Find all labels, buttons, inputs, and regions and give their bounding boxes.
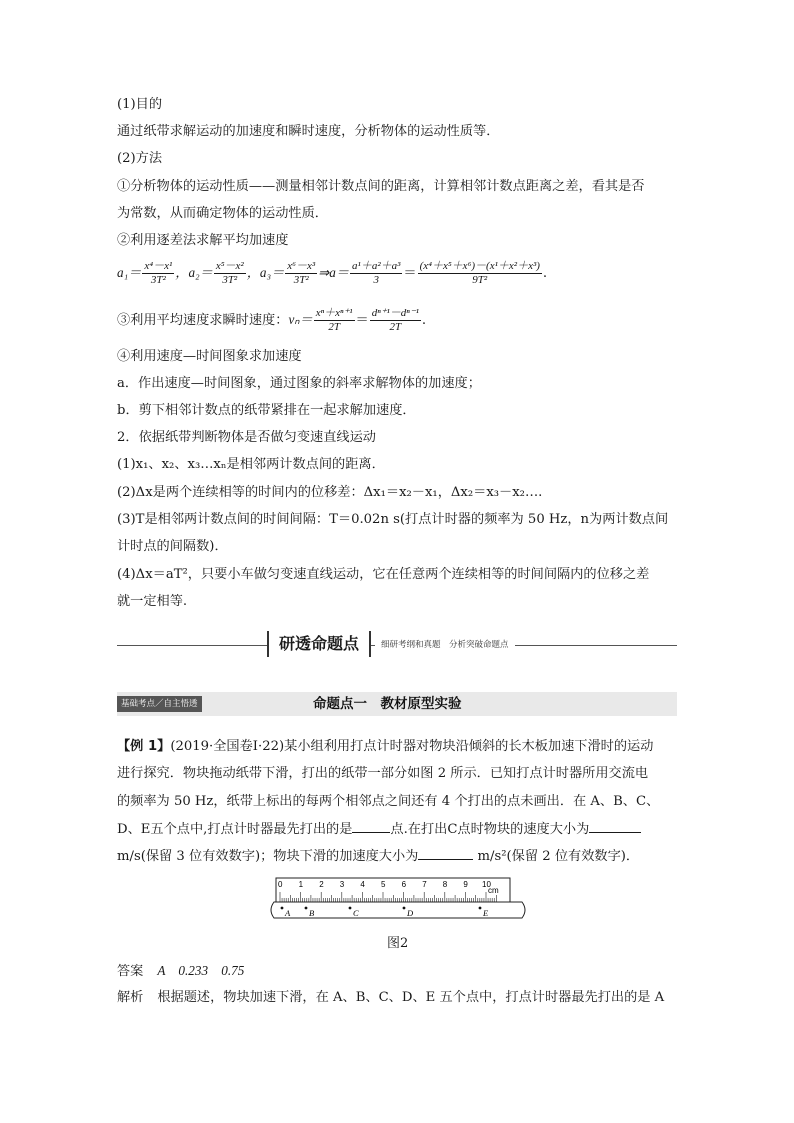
tape-figure bbox=[270, 876, 530, 926]
tape-point-dot bbox=[479, 907, 482, 910]
ruler-tick-label: 6 bbox=[401, 880, 407, 889]
example-label: 【例 1】 bbox=[117, 739, 171, 754]
ruler-tick-label: 0 bbox=[278, 880, 283, 889]
criterion-1: (1)x₁、x₂、x₃…xₙ是相邻两计数点间的距离． bbox=[117, 457, 385, 472]
criterion-3: (3)T是相邻两计数点间的时间间隔：T＝0.02n s(打点计时器的频率为 50 Hz，n为两计数点间 bbox=[117, 512, 669, 527]
ruler-tick-label: 3 bbox=[339, 880, 345, 889]
tape-point-dot bbox=[349, 907, 352, 910]
answer-blank-2 bbox=[589, 820, 641, 833]
heading-method: (2)方法 bbox=[117, 151, 163, 166]
heading-purpose: (1)目的 bbox=[117, 97, 163, 112]
ruler-unit: cm bbox=[488, 886, 499, 895]
analysis-text: 根据题述，物块加速下滑，在 A、B、C、D、E 五个点中，打点计时器最先打出的是 A bbox=[157, 990, 665, 1005]
criterion-3-cont: 计时点的间隔数)． bbox=[117, 539, 228, 554]
answer-values: A 0.233 0.75 bbox=[157, 963, 245, 978]
example-line-5: m/s(保留 3 位有效数字)；物块下滑的加速度大小为 m/s²(保留 2 位有效数字)． bbox=[117, 849, 640, 864]
section-banner bbox=[117, 628, 677, 662]
tape-point-label: B bbox=[309, 908, 315, 918]
method-1: ①分析物体的运动性质——测量相邻计数点间的距离，计算相邻计数点距离之差，看其是否 bbox=[117, 179, 645, 194]
figure-caption: 图2 bbox=[387, 936, 409, 951]
purpose-text: 通过纸带求解运动的加速度和瞬时速度，分析物体的运动性质等． bbox=[117, 124, 500, 139]
ruler-svg bbox=[270, 876, 530, 922]
tape-point-dot bbox=[403, 907, 406, 910]
ruler-tick-label: 4 bbox=[360, 880, 365, 889]
accel-formula: a₁＝ $\frac{\text{x⁴－x¹}}{\text{3T²}}$ ，a₂＝ $\frac{\text{x⁵－x²}}{\text{3T²}}$ ，a₃＝ $\frac{\text{x⁶－x³}}{\text{3T²}}$ ⇒a＝ $\frac{\text{a¹＋a²＋a³}}{3}$ ＝ $\frac{\text{(x⁴＋x⁵＋x⁶)－(x¹＋x²＋x³)}}{\text{9T²}}$ . bbox=[117, 260, 548, 286]
proposition-bar bbox=[117, 692, 677, 716]
ruler-tick-label: 9 bbox=[463, 880, 468, 889]
ruler-tick-label: 8 bbox=[442, 880, 448, 889]
ruler-tick-label: 2 bbox=[319, 880, 324, 889]
tape-point-label: C bbox=[353, 908, 359, 918]
criterion-2: (2)Δx是两个连续相等的时间内的位移差：Δx₁＝x₂－x₁，Δx₂＝x₃－x₂…. bbox=[117, 485, 543, 500]
ruler-tick-label: 10 bbox=[482, 880, 491, 889]
example-line-1: 【例 1】(2019·全国卷Ⅰ·22)某小组利用打点计时器对物块沿倾斜的长木板加速下滑时的运动 bbox=[117, 739, 654, 754]
method-4b: b．剪下相邻计数点的纸带紧排在一起求解加速度． bbox=[117, 403, 416, 418]
example-line-2: 进行探究．物块拖动纸带下滑，打出的纸带一部分如图 2 所示．已知打点计时器所用交流电 bbox=[117, 766, 649, 781]
section-2-heading: 2．依据纸带判断物体是否做匀变速直线运动 bbox=[117, 430, 376, 445]
ruler-tick-label: 7 bbox=[422, 880, 427, 889]
tape-point-dot bbox=[281, 907, 284, 910]
method-4a: a．作出速度—时间图象，通过图象的斜率求解物体的加速度； bbox=[117, 376, 481, 391]
answer-line bbox=[117, 962, 244, 981]
method-2: ②利用逐差法求解平均加速度 bbox=[117, 233, 289, 248]
answer-blank-3 bbox=[418, 847, 473, 860]
method-1-cont: 为常数，从而确定物体的运动性质． bbox=[117, 206, 328, 221]
ruler-tick-label: 5 bbox=[381, 880, 386, 889]
example-line-3: 的频率为 50 Hz，纸带上标出的每两个相邻点之间还有 4 个打出的点未画出．在 A、B、C、 bbox=[117, 794, 660, 809]
criterion-4-cont: 就一定相等. bbox=[117, 594, 188, 609]
analysis-label: 解析 bbox=[117, 990, 144, 1005]
tape-point-dot bbox=[305, 907, 308, 910]
tape-point-label: A bbox=[285, 908, 291, 918]
tape-point-label: D bbox=[407, 908, 414, 918]
example-line-4: D、E五个点中,打点计时器最先打出的是 点.在打出C点时物块的速度大小为 bbox=[117, 820, 641, 839]
criterion-4: (4)Δx＝aT²，只要小车做匀变速直线运动，它在任意两个连续相等的时间间隔内的位移之差 bbox=[117, 567, 650, 582]
analysis-line bbox=[117, 989, 664, 1007]
banner-subtitle: 细研考纲和真题 分析突破命题点 bbox=[375, 635, 515, 655]
answer-blank-1 bbox=[352, 820, 390, 833]
method-4: ④利用速度—时间图象求加速度 bbox=[117, 349, 302, 364]
proposition-title: 命题点一 教材原型实验 bbox=[313, 696, 462, 712]
tape-point-label: E bbox=[483, 908, 489, 918]
proposition-tag: 基础考点／自主悟透 bbox=[117, 696, 202, 712]
banner-title: 研透命题点 bbox=[267, 631, 371, 657]
velocity-formula: ③利用平均速度求瞬时速度：vₙ＝ $\frac{\text{xⁿ＋xⁿ⁺¹}}{2T}$ ＝ $\frac{\text{dⁿ⁺¹－dⁿ⁻¹}}{2T}$ . bbox=[117, 307, 427, 333]
ruler-tick-label: 1 bbox=[298, 880, 304, 889]
answer-label: 答案 bbox=[117, 964, 144, 979]
